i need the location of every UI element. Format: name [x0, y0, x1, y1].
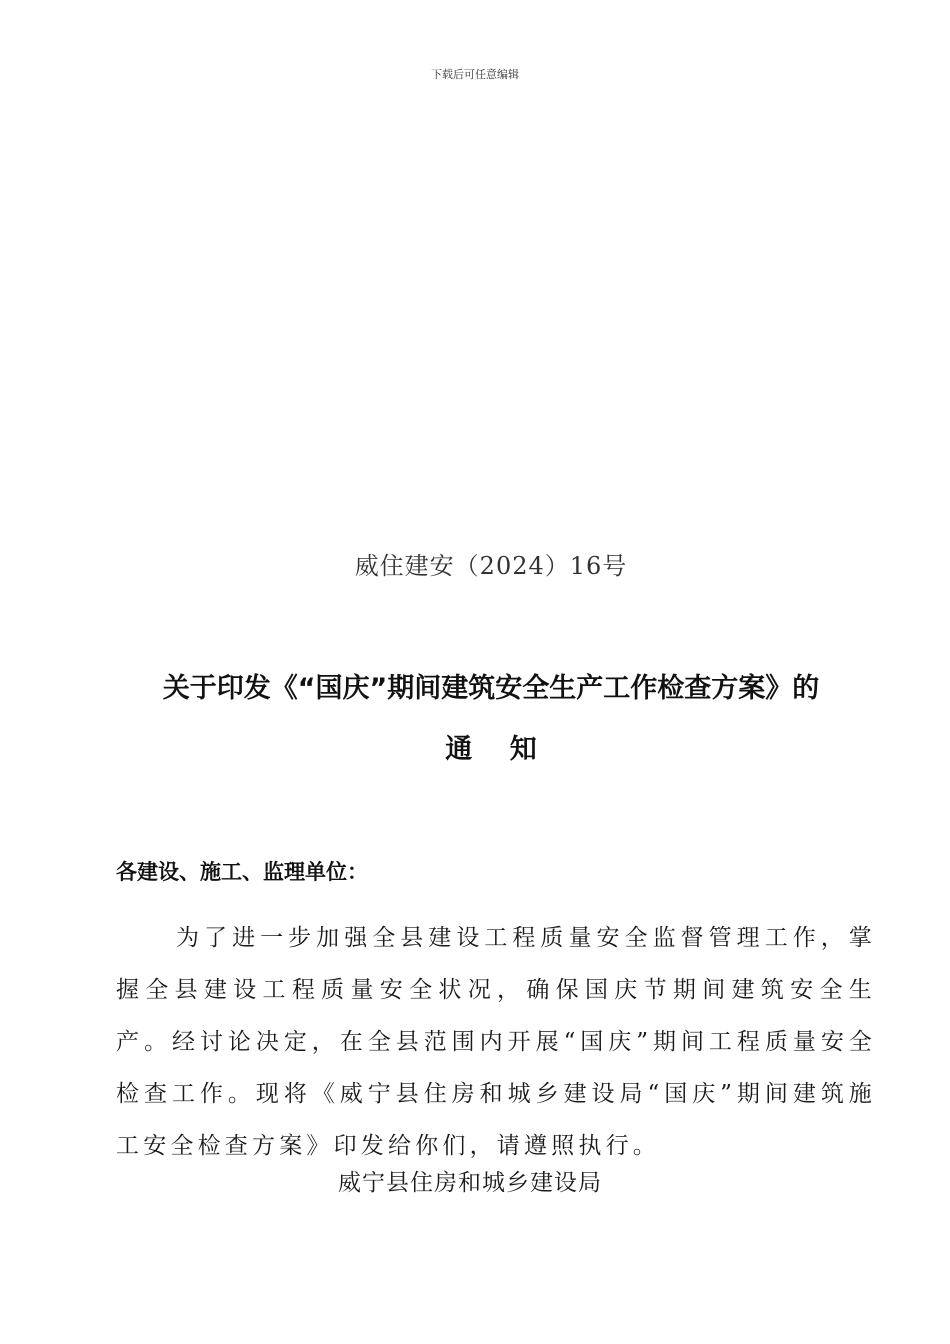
document-number: 威住建安（2024）16号	[354, 552, 628, 580]
issuer-signature: 威宁县住房和城乡建设局	[338, 1170, 602, 1196]
salutation: 各建设、施工、监理单位：	[116, 860, 368, 884]
document-title-line1: 关于印发《“国庆”期间建筑安全生产工作检查方案》的	[162, 673, 820, 704]
document-title-line2: 通 知	[445, 734, 537, 765]
header-note: 下载后可任意编辑	[431, 68, 519, 81]
body-paragraph: 为了进一步加强全县建设工程质量安全监督管理工作，掌握全县建设工程质量安全状况，确保国庆节期间建筑安全生产。经讨论决定，在全县范围内开展“国庆”期间工程质量安全检查工作。现将《威宁县住房和城乡建设局“国庆”期间建筑施工安全检查方案》印发给你们，请遵照执行。	[116, 925, 876, 1159]
